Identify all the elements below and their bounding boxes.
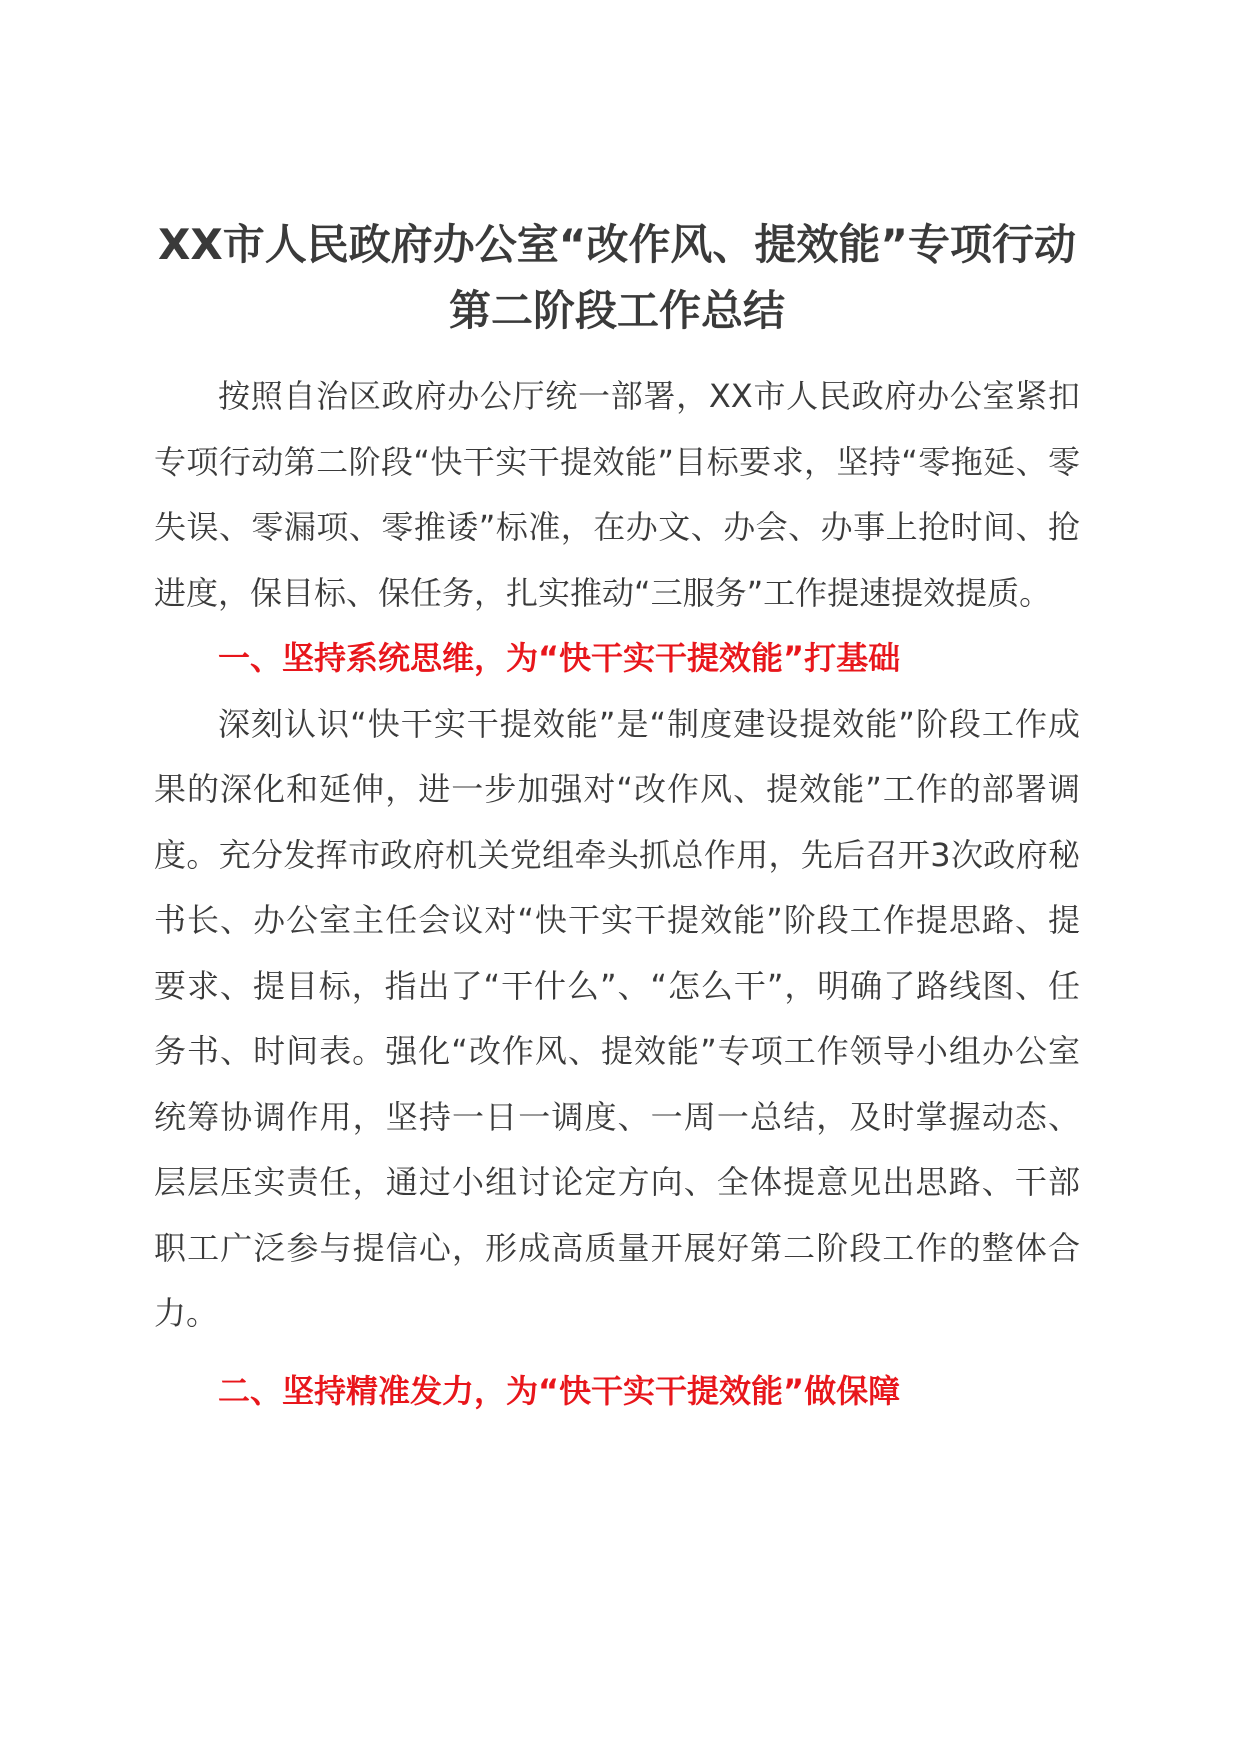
section-heading-2: 二、坚持精准发力，为“快干实干提效能”做保障	[218, 1371, 901, 1410]
document-title: XX市人民政府办公室“改作风、提效能”专项行动第二阶段工作总结	[158, 220, 1076, 335]
section-heading-1: 一、坚持系统思维，为“快干实干提效能”打基础	[218, 639, 901, 677]
intro-paragraph: 按照自治区政府办公厅统一部署，XX市人民政府办公室紧扣专项行动第二阶段“快干实干提效能”目标要求，坚持“零拖延、零失误、零漏项、零推诿”标准，在办文、办会、办事上抢时间、抢进度，保目标、保任务，扎实推动“三服务”工作提速提效提质。	[154, 377, 1080, 612]
section-body-1: 深刻认识“快干实干提效能”是“制度建设提效能”阶段工作成果的深化和延伸，进一步加强对“改作风、提效能”工作的部署调度。充分发挥市政府机关党组牵头抓总作用，先后召开3次政府秘书长、办公室主任会议对“快干实干提效能”阶段工作提思路、提要求、提目标，指出了“干什么”、“怎么干”，明确了路线图、任务书、时间表。强化“改作风、提效能”专项工作领导小组办公室统筹协调作用，坚持一日一调度、一周一总结，及时掌握动态、层层压实责任，通过小组讨论定方向、全体提意见出思路、干部职工广泛参与提信心，形成高质量开展好第二阶段工作的整体合力。	[154, 704, 1080, 1332]
document-page	[154, 212, 1080, 1424]
